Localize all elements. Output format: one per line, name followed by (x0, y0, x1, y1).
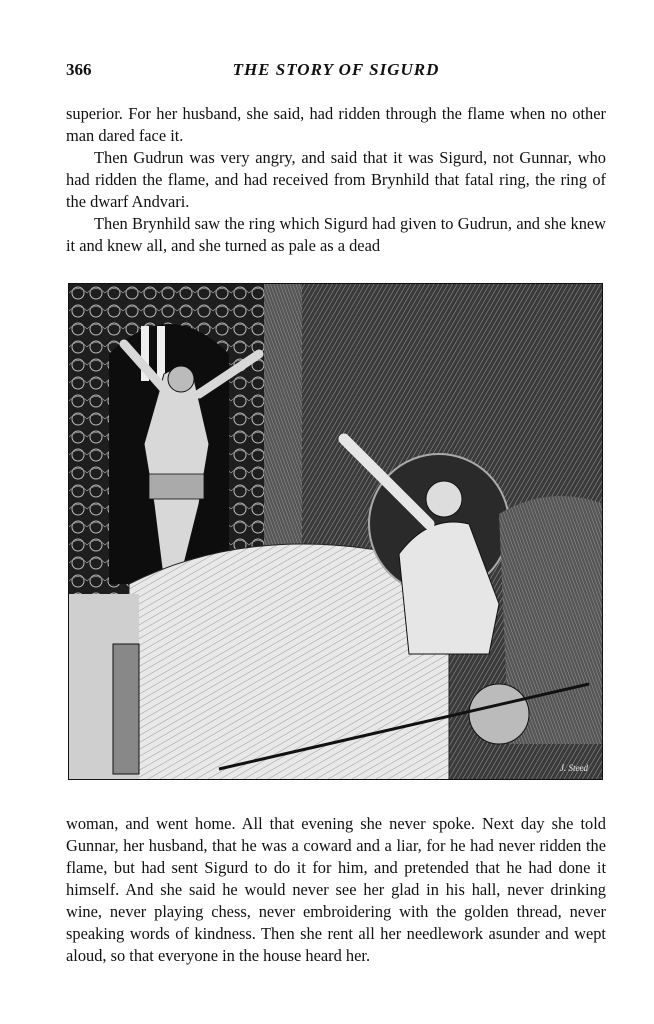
helmet (469, 684, 529, 744)
window-slit (157, 326, 165, 381)
paragraph: Then Gudrun was very angry, and said that it was Sigurd, not Gunnar, who had ridden the flame, and had received from Brynhild that fatal ring, the ring of the dwarf Andvari. (66, 148, 606, 211)
artist-signature: J. Steed (560, 763, 588, 773)
engraving-scene (69, 284, 603, 780)
engraving-illustration (68, 283, 603, 780)
bed-post (113, 644, 139, 774)
top-text-block (66, 103, 606, 257)
bottom-text-block (66, 813, 606, 967)
paragraph: superior. For her husband, she said, had ridden through the flame when no other man dared face it. (66, 104, 606, 145)
page-header (66, 58, 606, 86)
running-title: THE STORY OF SIGURD (232, 60, 440, 79)
paragraph: woman, and went home. All that evening she never spoke. Next day she told Gunnar, her husband, that he was a coward and a liar, for he had never ridden the flame, but had sent Sigurd to do it for him, and pretended that he had done it himself. And she said he would never see her glad in his hall, never drinking wine, never playing chess, never embroidering with the golden thread, never speaking words of kindness. Then she rent all her needlework asunder and wept aloud, so that everyone in the house heard her. (66, 814, 606, 965)
page-number: 366 (66, 60, 92, 79)
paragraph: Then Brynhild saw the ring which Sigurd had given to Gudrun, and she knew it and knew all, and she turned as pale as a dead (66, 214, 606, 255)
